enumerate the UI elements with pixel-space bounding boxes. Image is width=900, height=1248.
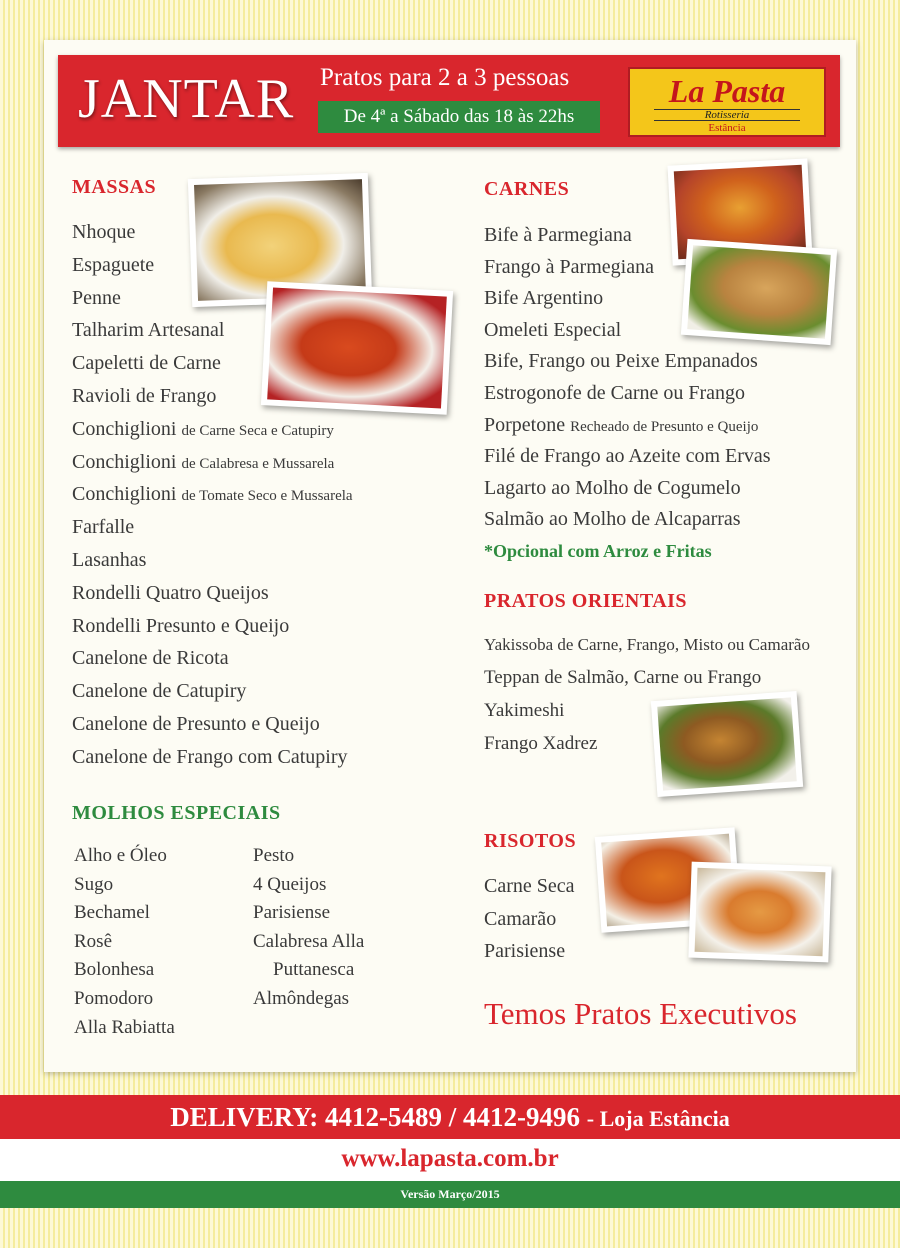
penne-photo	[261, 281, 453, 415]
list-item: Bife à Parmegiana	[484, 224, 632, 246]
list-item: Estrogonofe de Carne ou Frango	[484, 381, 746, 404]
list-item: Yakimeshi	[484, 700, 565, 721]
molhos-list-col2	[253, 842, 364, 1014]
logo-name: La Pasta	[668, 73, 786, 109]
list-item: Penne	[72, 286, 121, 309]
list-item: Puttanesca	[273, 959, 355, 981]
logo-location: Estância	[708, 122, 746, 134]
executive-dishes-note: Temos Pratos Executivos	[484, 996, 797, 1031]
list-item: Filé de Frango ao Azeite com Ervas	[484, 445, 771, 468]
list-item: Camarão	[484, 907, 557, 930]
list-item: 4 Queijos	[253, 873, 327, 895]
risotos-list	[484, 870, 575, 968]
website-link[interactable]: www.lapasta.com.br	[341, 1145, 559, 1172]
list-item: Pomodoro	[74, 987, 154, 1009]
list-item: Omeleti Especial	[484, 318, 622, 341]
list-item: Sugo	[74, 873, 114, 895]
list-item: Frango Xadrez	[484, 733, 598, 754]
list-item: Farfalle	[72, 516, 135, 539]
molhos-title: MOLHOS ESPECIAIS	[72, 802, 281, 824]
molhos-list-col1	[74, 842, 175, 1042]
delivery-phones	[0, 1095, 900, 1141]
serving-size: Pratos para 2 a 3 pessoas	[320, 64, 570, 91]
massas-title: MASSAS	[72, 176, 157, 198]
opcional-note: *Opcional com Arroz e Fritas	[484, 541, 712, 561]
list-item: Bife, Frango ou Peixe Empanados	[484, 350, 758, 373]
list-item: Parisiense	[484, 940, 566, 962]
list-item: Carne Seca	[484, 875, 575, 897]
list-item: Teppan de Salmão, Carne ou Frango	[484, 667, 762, 688]
carnes-title: CARNES	[484, 178, 570, 200]
list-item: Bolonhesa	[74, 959, 155, 981]
header-banner	[58, 55, 840, 147]
list-item: Canelone de Catupiry	[72, 680, 247, 703]
list-item: Capeletti de Carne	[72, 352, 221, 375]
logo-tagline: Rotisseria	[654, 109, 800, 121]
list-item: Lagarto ao Molho de Cogumelo	[484, 476, 741, 499]
list-item: Conchiglioni de Tomate Seco e Mussarela	[72, 483, 353, 506]
list-item: Alla Rabiatta	[74, 1016, 175, 1038]
page-title: JANTAR	[78, 68, 295, 130]
list-item: Bechamel	[74, 902, 150, 924]
list-item: Espaguete	[72, 253, 155, 276]
list-item: Calabresa Alla	[253, 930, 365, 952]
list-item: Conchiglioni de Carne Seca e Catupiry	[72, 417, 334, 440]
delivery-numbers: DELIVERY: 4412-5489 / 4412-9496	[170, 1102, 581, 1132]
list-item: Rondelli Presunto e Queijo	[72, 614, 290, 637]
list-item: Yakissoba de Carne, Frango, Misto ou Camarão	[484, 635, 810, 654]
yakissoba-photo	[651, 691, 803, 797]
list-item: Canelone de Presunto e Queijo	[72, 712, 320, 735]
list-item: Canelone de Ricota	[72, 647, 229, 670]
list-item: Rosê	[74, 930, 112, 952]
list-item: Conchiglioni de Calabresa e Mussarela	[72, 450, 335, 473]
list-item: Parisiense	[253, 902, 331, 924]
version-label: Versão Março/2015	[400, 1187, 500, 1201]
risotos-title: RISOTOS	[484, 830, 577, 852]
store-name: - Loja Estância	[586, 1106, 730, 1131]
list-item: Lasanhas	[72, 548, 147, 571]
list-item: Ravioli de Frango	[72, 384, 217, 407]
risotto-photo	[688, 862, 831, 963]
list-item: Pesto	[253, 845, 295, 866]
list-item: Bife Argentino	[484, 287, 604, 310]
list-item: Salmão ao Molho de Alcaparras	[484, 508, 741, 531]
list-item: Frango à Parmegiana	[484, 255, 654, 278]
list-item: Alho e Óleo	[74, 845, 167, 866]
la-pasta-logo	[628, 67, 826, 137]
list-item: Talharim Artesanal	[72, 319, 225, 342]
opening-hours-badge: De 4ª a Sábado das 18 às 22hs	[318, 101, 600, 133]
list-item: Canelone de Frango com Catupiry	[72, 745, 348, 768]
list-item: Nhoque	[72, 221, 136, 243]
grilled-chicken-photo	[681, 239, 837, 345]
orientais-title: PRATOS ORIENTAIS	[484, 590, 688, 612]
list-item: Almôndegas	[253, 987, 350, 1009]
list-item: Porpetone Recheado de Presunto e Queijo	[484, 413, 759, 436]
list-item: Rondelli Quatro Queijos	[72, 581, 269, 604]
